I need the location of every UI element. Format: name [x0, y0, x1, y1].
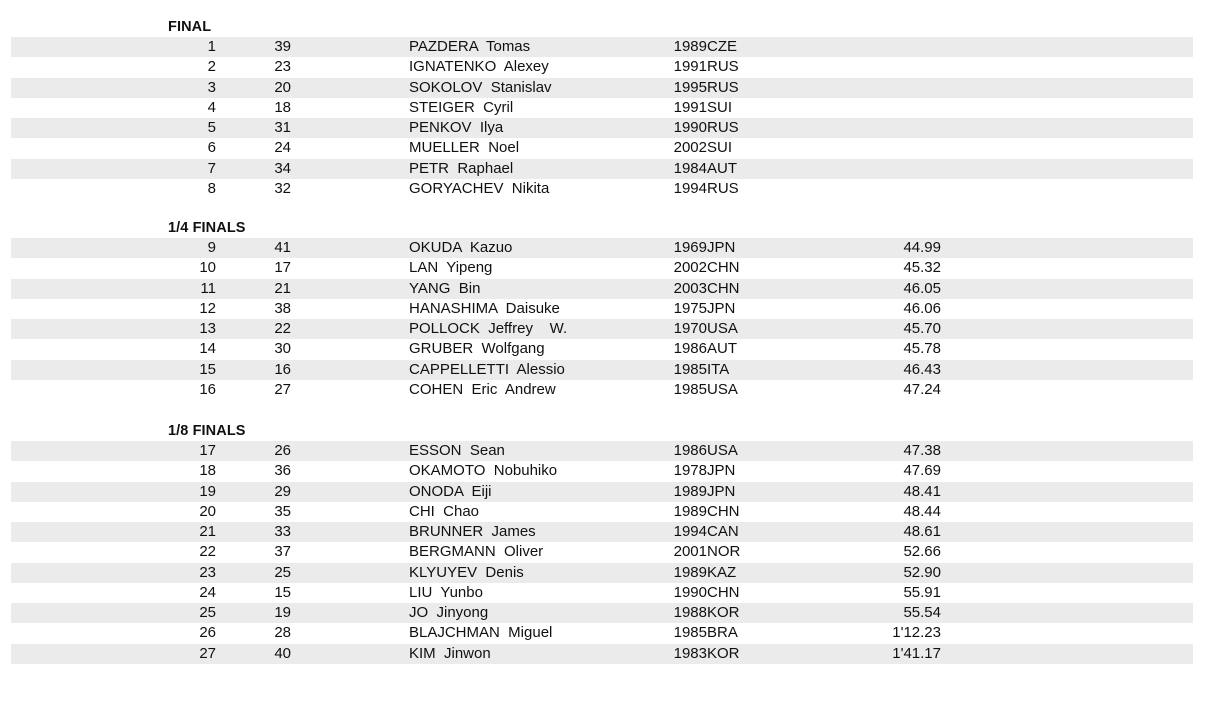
results-section [0, 218, 1220, 400]
birth-year: 1985 [673, 360, 707, 378]
table-row [11, 179, 1193, 199]
birth-year: 1984 [673, 159, 707, 177]
athlete-name: POLLOCK Jeffrey W. [409, 320, 568, 337]
birth-year: 1978 [673, 462, 707, 480]
athlete-name: MUELLER Noel [409, 139, 520, 157]
nation-code: AUT [707, 340, 737, 358]
rank-cell: 12 [199, 299, 216, 317]
birth-year: 1990 [673, 119, 707, 136]
birth-year: 1983 [673, 644, 707, 662]
result-time: 48.41 [903, 482, 941, 500]
bib-cell: 33 [274, 523, 291, 540]
result-time: 48.44 [903, 502, 941, 520]
result-time: 55.91 [903, 583, 941, 601]
athlete-name: ONODA Eiji [409, 482, 492, 500]
athlete-name: KIM Jinwon [409, 644, 491, 662]
nation-code: KAZ [707, 563, 737, 581]
result-time: 55.54 [903, 604, 941, 621]
table-row [11, 644, 1193, 664]
nation-code: CHN [707, 583, 740, 601]
rank-cell: 5 [207, 119, 216, 136]
bib-cell: 28 [274, 624, 291, 642]
result-time: 1'41.17 [892, 644, 941, 662]
rank-cell: 6 [207, 139, 216, 157]
rank-cell: 21 [199, 523, 216, 540]
table-row [11, 583, 1193, 603]
nation-code: ITA [707, 360, 730, 378]
athlete-name: CAPPELLETTI Alessio [409, 360, 565, 378]
table-row [11, 78, 1193, 98]
nation-code: KOR [707, 604, 740, 621]
athlete-name: IGNATENKO Alexey [409, 58, 549, 76]
birth-year: 1986 [673, 442, 707, 459]
athlete-name: BRUNNER James [409, 523, 536, 540]
nation-code: USA [707, 380, 738, 398]
rank-cell: 9 [207, 239, 216, 256]
rank-cell: 27 [199, 644, 216, 662]
table-row [11, 563, 1193, 583]
table-row [11, 360, 1193, 380]
birth-year: 1989 [673, 563, 707, 581]
result-time: 1'12.23 [892, 624, 941, 642]
table-row [11, 339, 1193, 359]
rank-cell: 20 [199, 502, 216, 520]
nation-code: JPN [707, 482, 736, 500]
birth-year: 1989 [673, 502, 707, 520]
table-row [11, 118, 1193, 138]
table-row [11, 98, 1193, 118]
birth-year: 1985 [673, 380, 707, 398]
result-time: 45.78 [903, 340, 941, 358]
result-time: 45.70 [903, 320, 941, 337]
athlete-name: GRUBER Wolfgang [409, 340, 545, 358]
nation-code: AUT [707, 159, 737, 177]
birth-year: 1975 [673, 299, 707, 317]
bib-cell: 41 [274, 239, 291, 256]
result-time: 52.66 [903, 543, 941, 561]
table-row [11, 603, 1193, 623]
birth-year: 2003 [673, 279, 707, 297]
nation-code: SUI [707, 139, 733, 157]
nation-code: NOR [707, 543, 741, 561]
result-time: 46.05 [903, 279, 941, 297]
bib-cell: 27 [274, 380, 291, 398]
birth-year: 2001 [673, 543, 707, 561]
bib-cell: 15 [274, 583, 291, 601]
bib-cell: 23 [274, 58, 291, 76]
nation-code: CZE [707, 38, 737, 55]
athlete-name: JO Jinyong [409, 604, 489, 621]
rank-cell: 13 [199, 320, 216, 337]
result-time: 46.06 [903, 299, 941, 317]
nation-code: JPN [707, 299, 736, 317]
athlete-name: OKAMOTO Nobuhiko [409, 462, 558, 480]
bib-cell: 25 [274, 563, 291, 581]
table-row [11, 258, 1193, 278]
result-time: 47.69 [903, 462, 941, 480]
nation-code: JPN [707, 239, 736, 256]
rank-cell: 3 [207, 78, 216, 96]
bib-cell: 39 [274, 38, 291, 55]
nation-code: CAN [707, 523, 739, 540]
birth-year: 1969 [673, 239, 707, 256]
bib-cell: 37 [274, 543, 291, 561]
bib-cell: 30 [274, 340, 291, 358]
table-row [11, 238, 1193, 258]
bib-cell: 38 [274, 299, 291, 317]
result-time: 47.38 [903, 442, 941, 459]
table-row [11, 57, 1193, 77]
rank-cell: 17 [199, 442, 216, 459]
birth-year: 2002 [673, 259, 707, 277]
birth-year: 1985 [673, 624, 707, 642]
section-heading: FINAL [168, 19, 212, 35]
bib-cell: 16 [274, 360, 291, 378]
table-row [11, 502, 1193, 522]
athlete-name: BERGMANN Oliver [409, 543, 544, 561]
bib-cell: 19 [274, 604, 291, 621]
birth-year: 1991 [673, 98, 707, 116]
table-row [11, 542, 1193, 562]
athlete-name: LIU Yunbo [409, 583, 483, 601]
rank-cell: 11 [200, 279, 216, 297]
nation-code: RUS [707, 78, 739, 96]
birth-year: 1986 [673, 340, 707, 358]
nation-code: USA [707, 442, 738, 459]
table-row [11, 522, 1193, 542]
bib-cell: 17 [274, 259, 291, 277]
result-time: 46.43 [903, 360, 941, 378]
table-row [11, 159, 1193, 179]
table-row [11, 623, 1193, 643]
birth-year: 1970 [673, 320, 707, 337]
rank-cell: 25 [199, 604, 216, 621]
nation-code: CHN [707, 259, 740, 277]
rank-cell: 14 [199, 340, 216, 358]
birth-year: 1994 [673, 179, 707, 197]
table-row [11, 299, 1193, 319]
bib-cell: 24 [274, 139, 291, 157]
athlete-name: BLAJCHMAN Miguel [409, 624, 553, 642]
rank-cell: 7 [207, 159, 216, 177]
athlete-name: YANG Bin [409, 279, 481, 297]
birth-year: 2002 [673, 139, 707, 157]
result-time: 44.99 [903, 239, 941, 256]
nation-code: USA [707, 320, 738, 337]
birth-year: 1995 [673, 78, 707, 96]
athlete-name: COHEN Eric Andrew [409, 380, 556, 398]
table-row [11, 441, 1193, 461]
bib-cell: 32 [274, 179, 291, 197]
result-time: 45.32 [903, 259, 941, 277]
nation-code: JPN [707, 462, 736, 480]
rank-cell: 10 [199, 259, 216, 277]
nation-code: KOR [707, 644, 740, 662]
rank-cell: 2 [207, 58, 216, 76]
rank-cell: 22 [199, 543, 216, 561]
athlete-name: SOKOLOV Stanislav [409, 78, 552, 96]
rank-cell: 18 [199, 462, 216, 480]
nation-code: RUS [707, 119, 739, 136]
bib-cell: 26 [274, 442, 291, 459]
athlete-name: PETR Raphael [409, 159, 514, 177]
result-time: 47.24 [903, 380, 941, 398]
rank-cell: 4 [207, 98, 216, 116]
nation-code: RUS [707, 179, 739, 197]
bib-cell: 21 [274, 279, 291, 297]
table-row [11, 138, 1193, 158]
result-time: 52.90 [903, 563, 941, 581]
athlete-name: HANASHIMA Daisuke [409, 299, 560, 317]
rank-cell: 16 [199, 380, 216, 398]
athlete-name: STEIGER Cyril [409, 98, 514, 116]
bib-cell: 22 [274, 320, 291, 337]
bib-cell: 20 [274, 78, 291, 96]
birth-year: 1988 [673, 604, 707, 621]
rank-cell: 23 [199, 563, 216, 581]
athlete-name: OKUDA Kazuo [409, 239, 513, 256]
athlete-name: KLYUYEV Denis [409, 563, 524, 581]
bib-cell: 31 [274, 119, 291, 136]
result-time: 48.61 [903, 523, 941, 540]
birth-year: 1990 [673, 583, 707, 601]
athlete-name: LAN Yipeng [409, 259, 493, 277]
rank-cell: 24 [199, 583, 216, 601]
table-row [11, 319, 1193, 339]
nation-code: RUS [707, 58, 739, 76]
nation-code: CHN [707, 279, 740, 297]
nation-code: CHN [707, 502, 740, 520]
section-heading: 1/8 FINALS [168, 423, 246, 439]
results-section [0, 421, 1220, 664]
bib-cell: 40 [274, 644, 291, 662]
table-row [11, 37, 1193, 57]
table-row [11, 461, 1193, 481]
rank-cell: 1 [207, 38, 216, 55]
athlete-name: PAZDERA Tomas [409, 38, 531, 55]
bib-cell: 34 [274, 159, 291, 177]
athlete-name: PENKOV Ilya [409, 119, 504, 136]
bib-cell: 18 [274, 98, 291, 116]
athlete-name: GORYACHEV Nikita [409, 179, 550, 197]
birth-year: 1994 [673, 523, 707, 540]
rank-cell: 19 [199, 482, 216, 500]
nation-code: SUI [707, 98, 733, 116]
bib-cell: 36 [274, 462, 291, 480]
table-row [11, 482, 1193, 502]
rank-cell: 8 [207, 179, 216, 197]
rank-cell: 26 [199, 624, 216, 642]
birth-year: 1991 [673, 58, 707, 76]
bib-cell: 35 [274, 502, 291, 520]
bib-cell: 29 [274, 482, 291, 500]
results-section [0, 17, 1220, 199]
section-heading: 1/4 FINALS [168, 220, 246, 236]
birth-year: 1989 [673, 38, 707, 55]
nation-code: BRA [707, 624, 738, 642]
athlete-name: CHI Chao [409, 502, 480, 520]
birth-year: 1989 [673, 482, 707, 500]
rank-cell: 15 [199, 360, 216, 378]
table-row [11, 279, 1193, 299]
athlete-name: ESSON Sean [409, 442, 505, 459]
table-row [11, 380, 1193, 400]
